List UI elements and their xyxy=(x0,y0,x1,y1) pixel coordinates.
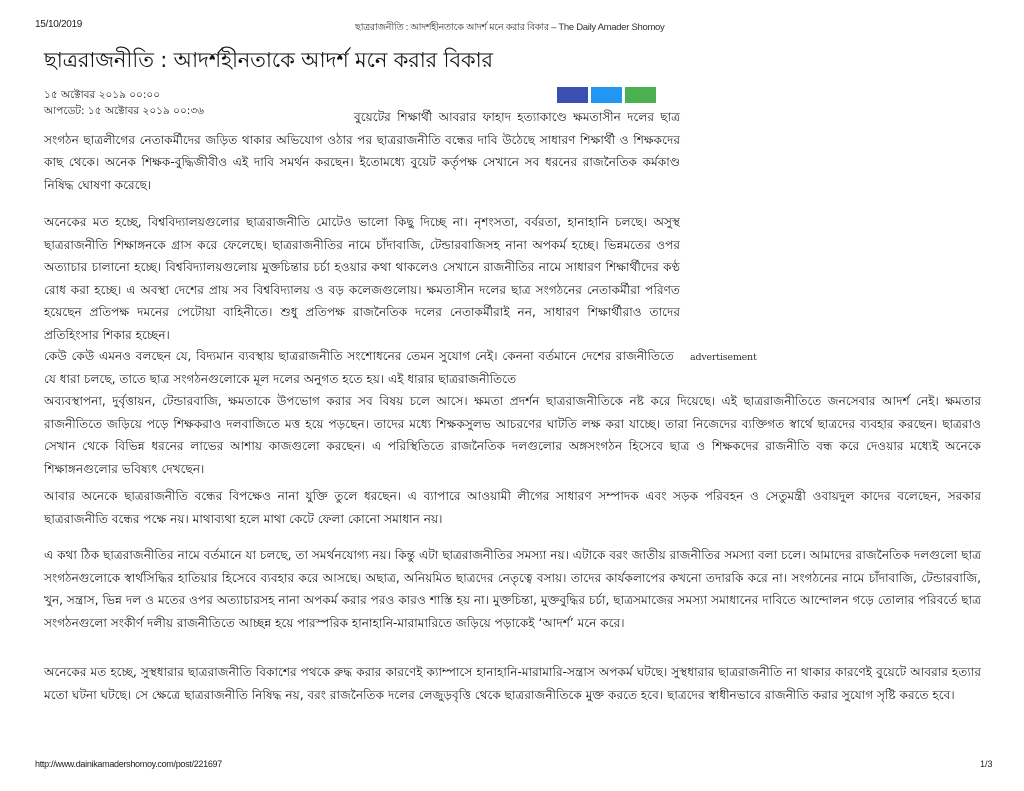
article-body-mid xyxy=(44,485,981,530)
print-date: 15/10/2019 xyxy=(35,19,83,30)
article-paragraph: অনেকের মত হচ্ছে, বিশ্ববিদ্যালয়গুলোর ছাত্ররাজনীতি মোটেও ভালো কিছু দিচ্ছে না। নৃশংসতা, বর্বরতা, হানাহানি চলছে। অসুস্থ ছাত্ররাজনীতি শিক্ষাঙ্গনকে গ্রাস করে ফেলেছে। ছাত্ররাজনীতির নামে চাঁদাবাজি, টেন্ডারবাজিসহ নানা অপকর্ম হচ্ছে। ভিন্নমতের ওপর অত্যাচার চালানো হচ্ছে। বিশ্ববিদ্যালয়গুলোয় মুক্তচিন্তার চর্চা হওয়ার কথা থাকলেও সেখানে রাজনীতির নামে সাধারণ শিক্ষার্থীদের কণ্ঠ রোধ করা হচ্ছে। এ অবস্থা দেশের প্রায় সব বিশ্ববিদ্যালয় ও বড় কলেজগুলোয়। ক্ষমতাসীন দলের ছাত্র সংগঠনের নেতাকর্মীরা পরিণত হয়েছেন প্রতিপক্ষ দমনের পেটোয়া বাহিনীতে। শুধু প্রতিপক্ষ রাজনৈতিক দলের নেতাকর্মীরাই নন, সাধারণ শিক্ষার্থীরাও তাদের প্রতিহিংসার শিকার হচ্ছেন। xyxy=(44,215,680,342)
share-facebook-button[interactable] xyxy=(557,87,588,103)
article-paragraph: অনেকের মত হচ্ছে, সুস্থধারার ছাত্ররাজনীতি বিকাশের পথকে রুদ্ধ করার কারণেই ক্যাম্পাসে হানাহানি-মারামারি-সন্ত্রাস অপকর্ম ঘটছে। সুস্থধারার ছাত্ররাজনীতি না থাকার কারণেই বুয়েটে আবরার হত্যার মতো ঘটনা ঘটছে। সে ক্ষেত্রে ছাত্ররাজনীতি নিষিদ্ধ নয়, বরং রাজনৈতিক দলের লেজুড়বৃত্তি থেকে ছাত্ররাজনীতিকে মুক্ত করতে হবে। ছাত্রদের স্বাধীনভাবে রাজনীতি করার সুযোগ সৃষ্টি করতে হবে। xyxy=(44,665,981,702)
article-paragraph-narrow: কেউ কেউ এমনও বলছেন যে, বিদ্যমান ব্যবস্থায় ছাত্ররাজনীতি সংশোধনের তেমন সুযোগ নেই। কেননা বর্তমানে দেশের রাজনীতিতে যে ধারা চলছে, তাতে ছাত্র সংগঠনগুলোকে মূল দলের অনুগত হতে হয়। এই ধারার ছাত্ররাজনীতিতে xyxy=(44,349,674,386)
footer-url-link[interactable]: http://www.dainikamadershomoy.com/post/221697 xyxy=(35,759,222,769)
article-body-mid2 xyxy=(44,544,981,634)
article-paragraph xyxy=(44,345,981,480)
article-paragraph: আবার অনেকে ছাত্ররাজনীতি বন্ধের বিপক্ষেও নানা যুক্তি তুলে ধরছেন। এ ব্যাপারে আওয়ামী লীগের সাধারণ সম্পাদক এবং সড়ক পরিবহন ও সেতুমন্ত্রী ওবায়দুল কাদের বলেছেন, সরকার ছাত্ররাজনীতি বন্ধের পক্ষে নয়। মাথাব্যথা হলে মাথা কেটে ফেলা কোনো সমাধান নয়। xyxy=(44,489,981,526)
advertisement-label: advertisement xyxy=(690,352,757,363)
article-headline: ছাত্ররাজনীতি : আদর্শহীনতাকে আদর্শ মনে করার বিকার xyxy=(44,48,493,72)
share-whatsapp-button[interactable] xyxy=(625,87,656,103)
print-page-title: ছাত্ররাজনীতি : আদর্শহীনতাকে আদর্শ মনে করার বিকার – The Daily Amader Shomoy xyxy=(355,22,665,33)
updated-date: আপডেট: ১৫ অক্টোবর ২০১৯ ০০:৩৬ xyxy=(44,105,204,117)
article-body-top xyxy=(44,106,680,361)
article-paragraph: বুয়েটের শিক্ষার্থী আবরার ফাহাদ হত্যাকাণ্ডে ক্ষমতাসীন দলের ছাত্র সংগঠন ছাত্রলীগের নেতাকর্মীদের জড়িত থাকার অভিযোগ ওঠার পর ছাত্ররাজনীতি বন্ধের দাবি উঠেছে সাধারণ শিক্ষার্থী ও শিক্ষকদের কাছ থেকে। অনেক শিক্ষক-বুদ্ধিজীবীও এই দাবি সমর্থন করছেন। ইতোমধ্যে বুয়েট কর্তৃপক্ষ সেখানে সব ধরনের রাজনৈতিক কর্মকাণ্ড নিষিদ্ধ ঘোষণা করেছে। xyxy=(44,110,680,192)
share-twitter-button[interactable] xyxy=(591,87,622,103)
article-paragraph-wide: অব্যবস্থাপনা, দুর্বৃত্তায়ন, টেন্ডারবাজি, ক্ষমতাকে উপভোগ করার সব বিষয় চলে আসে। ক্ষমতা প্রদর্শন ছাত্ররাজনীতিকে নষ্ট করে দিয়েছে। এই ছাত্ররাজনীতিতে জনসেবার আদর্শ নেই। ক্ষমতার রাজনীতিতে জড়িয়ে পড়ে শিক্ষকরাও দলবাজিতে মত্ত হয়ে পড়ছেন। তাদের মধ্যে শিক্ষকসুলভ আচরণের ঘাটতি লক্ষ করা যাচ্ছে। তারা নিজেদের ব্যক্তিগত স্বার্থে ছাত্রদের ব্যবহার করছেন। ছাত্ররাও সেখান থেকে বিভিন্ন ধরনের লাভের আশায় কাজগুলো করছেন। এ পরিস্থিতিতে রাজনৈতিক দলগুলোর অঙ্গসংগঠন হিসেবে ছাত্র ও শিক্ষকদের রাজনীতি বন্ধ করে দেওয়ার মধ্যেই অনেকে শিক্ষাঙ্গনগুলোর ভবিষ্যৎ দেখছেন। xyxy=(44,394,981,476)
published-date: ১৫ অক্টোবর ২০১৯ ০০:০০ xyxy=(44,89,161,101)
share-buttons xyxy=(557,87,656,103)
footer-page-number: 1/3 xyxy=(980,759,993,769)
article-body-bottom xyxy=(44,661,981,706)
article-paragraph: এ কথা ঠিক ছাত্ররাজনীতির নামে বর্তমানে যা চলছে, তা সমর্থনযোগ্য নয়। কিন্তু এটা ছাত্ররাজনীতির সমস্যা নয়। এটাকে বরং জাতীয় রাজনীতির সমস্যা বলা চলে। আমাদের রাজনৈতিক দলগুলো ছাত্র সংগঠনগুলোকে স্বার্থসিদ্ধির হাতিয়ার হিসেবে ব্যবহার করে আসছে। অছাত্র, অনিয়মিত ছাত্রদের নেতৃত্বে বসায়। তাদের কার্যকলাপের কখনো তদারকি করে না। সংগঠনের নামে চাঁদাবাজি, টেন্ডারবাজি, খুন, সন্ত্রাস, ভিন্ন দল ও মতের ওপর অত্যাচারসহ নানা অপকর্ম করার পরও কারও শাস্তি হয় না। মুক্তচিন্তা, মুক্তবুদ্ধির চর্চা, ছাত্রসমাজের সমস্যা সমাধানের দাবিতে আন্দোলন গড়ে তোলার পরিবর্তে ছাত্র সংগঠনগুলো সংকীর্ণ দলীয় রাজনীতিতে আচ্ছন্ন হয়ে পারস্পরিক হানাহানি-মারামারিতে জড়িয়ে পড়াকেই ‘আদর্শ’ মনে করে। xyxy=(44,548,981,630)
